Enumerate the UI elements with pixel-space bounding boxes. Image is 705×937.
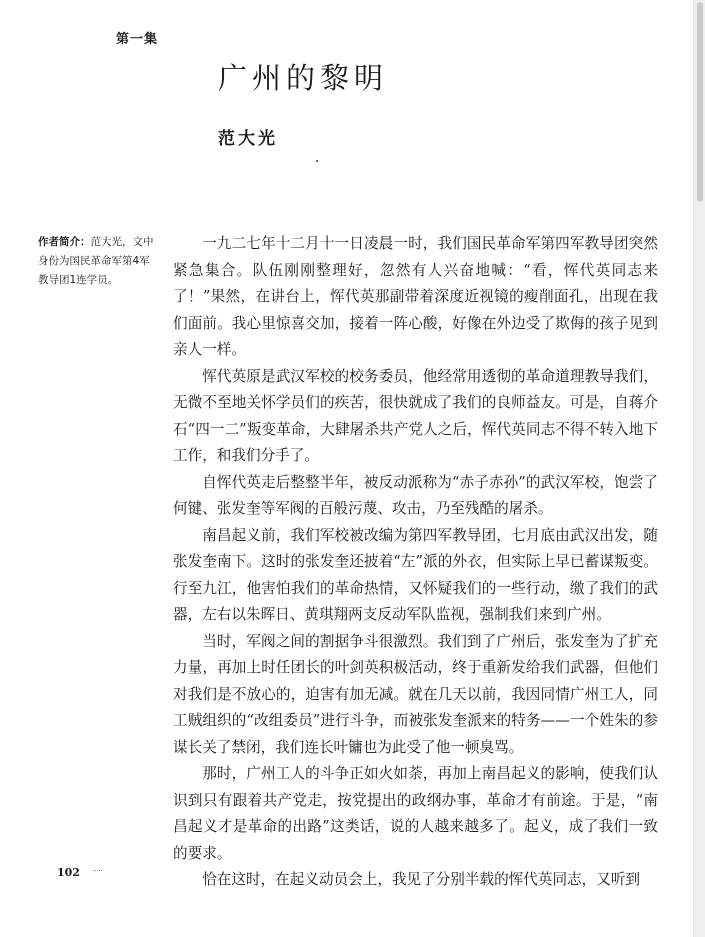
episode-label: 第一集 bbox=[116, 32, 159, 47]
article-body bbox=[173, 231, 658, 894]
page-number: 102 bbox=[57, 866, 80, 879]
paragraph: 南昌起义前，我们军校被改编为第四军教导团，七月底由武汉出发，随张发奎南下。这时的张发奎还披着“左”派的外衣，但实际上早已蓄谋叛变。行至九江，他害怕我们的革命热情，又怀疑我们的一些行动，缴了我们的武器，左右以朱晖日、黄琪翔两支反动军队监视，强制我们来到广州。 bbox=[173, 526, 658, 623]
author-name: 范大光 bbox=[218, 129, 278, 149]
scrollbar-thumb[interactable] bbox=[697, 2, 703, 202]
paragraph: 那时，广州工人的斗争正如火如荼，再加上南昌起义的影响，使我们认识到只有跟着共产党走，按党提出的政纲办事，革命才有前途。于是，“南昌起义才是革命的出路”这类话，说的人越来越多了。起义，成了我们一致的要求。 bbox=[173, 765, 658, 862]
paragraph: 恰在这时，在起义动员会上，我见了分别半载的恽代英同志，又听到 bbox=[202, 871, 641, 888]
scrollbar[interactable] bbox=[693, 0, 705, 937]
bio-text: 范大光，文中身份为国民革命军第4军教导团1连学员。 bbox=[38, 236, 154, 286]
folio-ornament bbox=[93, 870, 102, 874]
print-speck bbox=[316, 160, 318, 162]
paragraph: 自恽代英走后整整半年，被反动派称为“赤子赤孙”的武汉军校，饱尝了何键、张发奎等军阀的百般污蔑、攻击，乃至残酷的屠杀。 bbox=[173, 473, 658, 517]
paragraph: 一九二七年十二月十一日凌晨一时，我们国民革命军第四军教导团突然紧急集合。队伍刚刚整理好，忽然有人兴奋地喊：“看，恽代英同志来了！”果然，在讲台上，恽代英那副带着深度近视镜的瘦削面孔，出现在我们面前。我心里惊喜交加，接着一阵心酸，好像在外边受了欺侮的孩子见到亲人一样。 bbox=[173, 235, 658, 358]
author-bio bbox=[38, 233, 156, 290]
paragraph: 恽代英原是武汉军校的校务委员，他经常用透彻的革命道理教导我们，无微不至地关怀学员们的疾苦，很快就成了我们的良师益友。可是，自蒋介石“四一二”叛变革命，大肆屠杀共产党人之后，恽代英同志不得不转入地下工作，和我们分手了。 bbox=[173, 367, 658, 464]
paragraph: 当时，军阀之间的割据争斗很激烈。我们到了广州后，张发奎为了扩充力量，再加上时任团长的叶剑英积极活动，终于重新发给我们武器，但他们对我们是不放心的，迫害有加无减。就在几天以前，我因同情广州工人，同工贼组织的“改组委员”进行斗争，而被张发奎派来的特务——一个姓朱的参谋长关了禁闭，我们连长叶镛也为此受了他一顿臭骂。 bbox=[173, 632, 658, 756]
article-title: 广州的黎明 bbox=[218, 61, 389, 95]
bio-label: 作者简介： bbox=[38, 236, 91, 248]
